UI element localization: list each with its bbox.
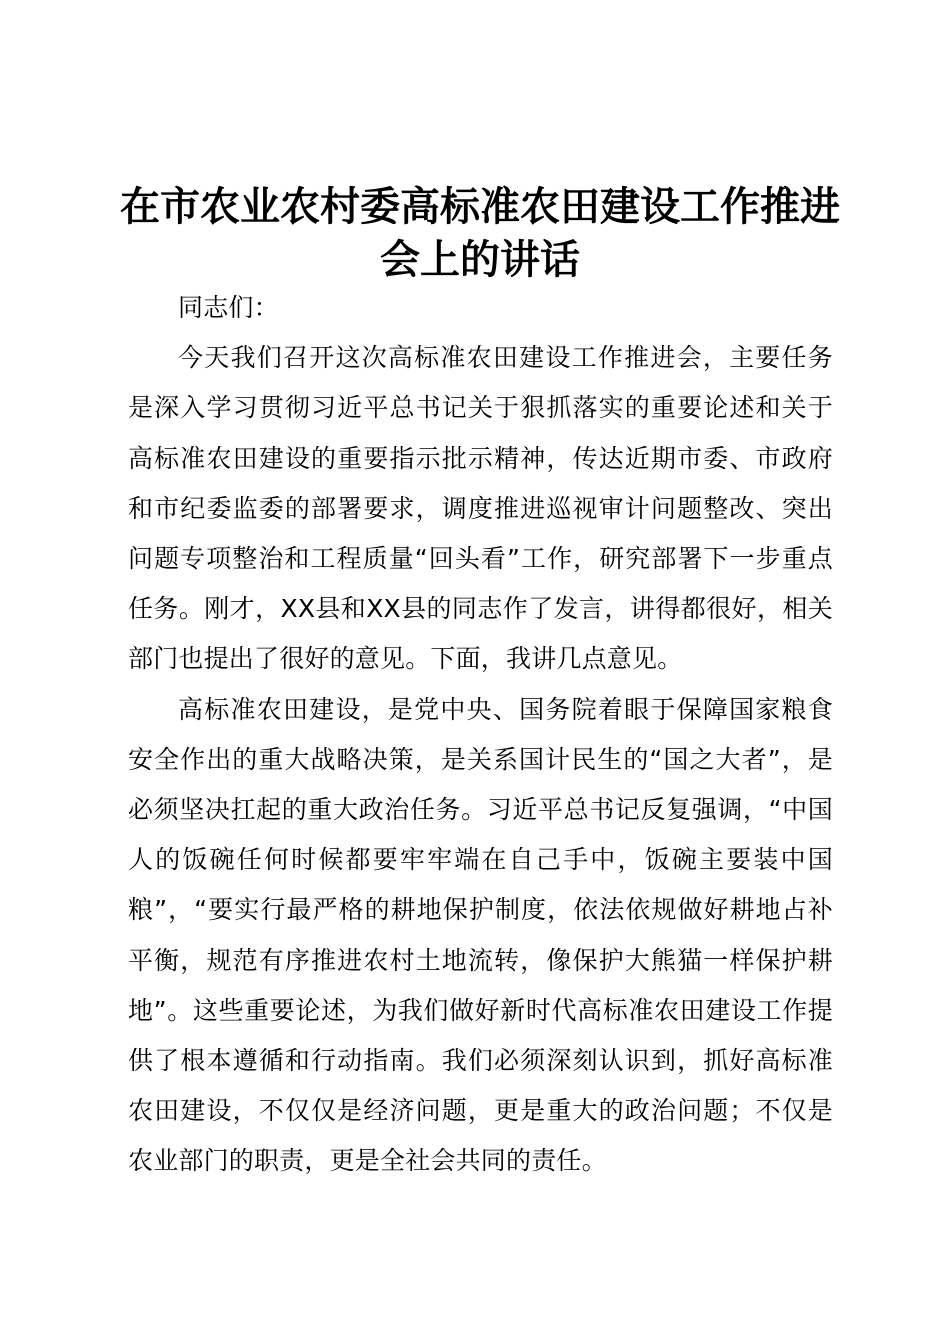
document-body [128,283,833,1187]
paragraph-1: 今天我们召开这次高标准农田建设工作推进会，主要任务是深入学习贯彻习近平总书记关于狠抓落实的重要论述和关于高标准农田建设的重要指示批示精神，传达近期市委、市政府和市纪委监委的部署要求，调度推进巡视审计问题整改、突出问题专项整治和工程质量“回头看”工作，研究部署下一步重点任务。刚才，XX县和XX县的同志作了发言，讲得都很好，相关部门也提出了很好的意见。下面，我讲几点意见。 [128,343,833,674]
paragraph-2: 高标准农田建设，是党中央、国务院着眼于保障国家粮食安全作出的重大战略决策，是关系国计民生的“国之大者”，是必须坚决扛起的重大政治任务。习近平总书记反复强调，“中国人的饭碗任何时候都要牢牢端在自己手中，饭碗主要装中国粮”，“要实行最严格的耕地保护制度，依法依规做好耕地占补平衡，规范有序推进农村土地流转，像保护大熊猫一样保护耕地”。这些重要论述，为我们做好新时代高标准农田建设工作提供了根本遵循和行动指南。我们必须深刻认识到，抓好高标准农田建设，不仅仅是经济问题，更是重大的政治问题；不仅是农业部门的职责，更是全社会共同的责任。 [128,694,833,1176]
document-title: 在市农业农村委高标准农田建设工作推进会上的讲话 [120,183,840,283]
salutation: 同志们： [178,293,279,322]
